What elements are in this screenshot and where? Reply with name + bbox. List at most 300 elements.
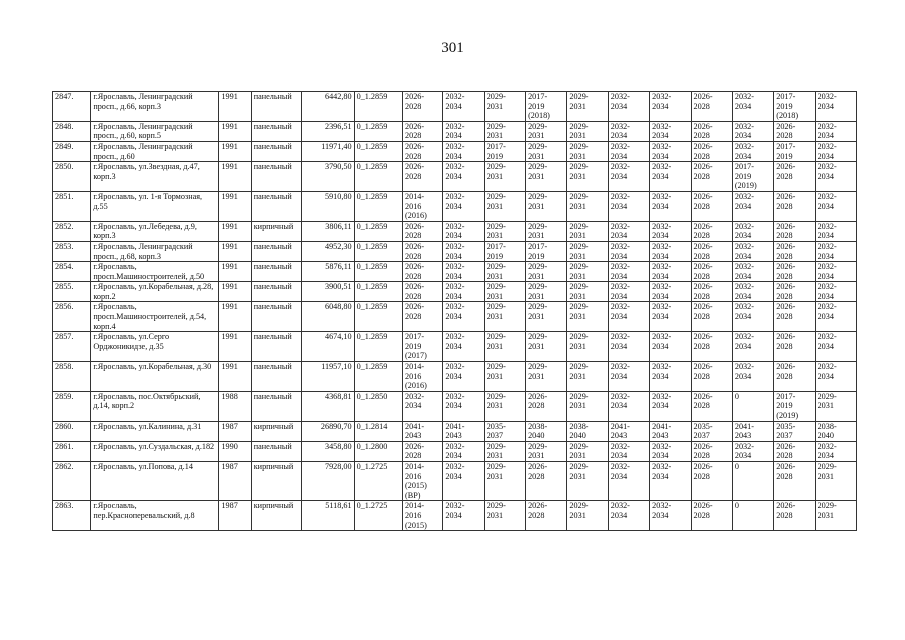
period-cell-text: 2017- 2019	[486, 241, 506, 261]
build-year-cell	[219, 141, 251, 161]
period-cell-text: 2032- 2034	[652, 282, 672, 301]
row-number-text: 2856.	[55, 302, 74, 312]
period-cell	[691, 92, 732, 122]
period-cell	[567, 302, 608, 332]
period-cell	[608, 421, 649, 441]
wall-material-cell-text: кирпичный	[253, 221, 294, 231]
period-cell	[403, 92, 443, 122]
period-cell	[484, 121, 525, 141]
build-year-cell	[219, 501, 251, 531]
period-cell-text: 2029- 2031	[569, 332, 589, 351]
period-cell	[815, 302, 856, 332]
period-cell	[691, 191, 732, 221]
code-cell-text: 0_1.2859	[356, 121, 388, 131]
wall-material-cell	[251, 92, 301, 122]
period-cell	[650, 332, 691, 362]
period-cell	[650, 421, 691, 441]
row-number	[53, 282, 91, 302]
period-cell-text: 2026- 2028	[405, 241, 425, 261]
wall-material-cell-text: панельный	[253, 92, 292, 101]
code-cell-text: 0_1.2859	[356, 262, 388, 272]
wall-material-cell	[251, 282, 301, 302]
period-cell-text: 2029- 2031	[528, 162, 548, 181]
code-cell-text: 0_1.2800	[356, 441, 388, 451]
address-cell	[91, 141, 219, 161]
row-number	[53, 92, 91, 122]
period-cell	[443, 121, 484, 141]
period-cell-text: 2032- 2034	[445, 92, 465, 111]
wall-material-cell-text: панельный	[253, 121, 292, 131]
area-cell-text: 5876,11	[325, 262, 352, 272]
area-cell	[302, 362, 354, 392]
period-cell	[526, 332, 567, 362]
wall-material-cell-text: панельный	[253, 332, 292, 342]
period-cell	[815, 262, 856, 282]
period-cell-text: 0	[734, 391, 739, 401]
period-cell-text: 2014- 2016 (2016)	[405, 191, 427, 221]
period-cell-text: 2014- 2016 (2016)	[405, 362, 427, 391]
code-cell	[354, 332, 402, 362]
wall-material-cell	[251, 191, 301, 221]
build-year-cell	[219, 282, 251, 302]
build-year-cell-text: 1991	[221, 262, 238, 272]
period-cell-text: 2026- 2028	[405, 262, 425, 281]
period-cell	[526, 391, 567, 421]
period-cell	[815, 92, 856, 122]
build-year-cell-text: 1987	[221, 421, 238, 431]
address-cell	[91, 221, 219, 241]
code-cell	[354, 302, 402, 332]
period-cell-text: 2032- 2034	[734, 332, 754, 351]
period-cell	[774, 221, 815, 241]
period-cell	[815, 441, 856, 461]
address-cell	[91, 162, 219, 192]
period-cell	[403, 141, 443, 161]
area-cell	[302, 221, 354, 241]
table-row	[53, 302, 857, 332]
row-number	[53, 221, 91, 241]
period-cell-text: 2026- 2028	[776, 162, 796, 181]
period-cell-text: 2032- 2034	[610, 162, 630, 181]
period-cell	[526, 191, 567, 221]
area-cell-text: 3458,80	[324, 441, 352, 451]
build-year-cell-text: 1991	[221, 191, 238, 201]
period-cell-text: 2032- 2034	[817, 302, 837, 322]
area-cell-text: 5118,61	[325, 501, 352, 511]
build-year-cell-text: 1991	[221, 92, 238, 101]
wall-material-cell	[251, 141, 301, 161]
period-cell-text: 2026- 2028	[528, 461, 548, 481]
period-cell-text: 2026- 2028	[693, 362, 713, 381]
period-cell	[815, 501, 856, 531]
period-cell-text: 2029- 2031	[569, 461, 589, 481]
period-cell-text: 2014- 2016 (2015) (ВР)	[405, 461, 427, 500]
period-cell-text: 2029- 2031	[528, 302, 548, 322]
code-cell-text: 0_1.2725	[356, 461, 388, 471]
period-cell-text: 2029- 2031	[486, 302, 506, 322]
area-cell	[302, 191, 354, 221]
period-cell	[608, 221, 649, 241]
period-cell-text: 2029- 2031	[528, 221, 548, 241]
period-cell	[815, 141, 856, 161]
period-cell-text: 2032- 2034	[445, 191, 465, 211]
period-cell-text: 2032- 2034	[652, 121, 672, 141]
build-year-cell-text: 1991	[221, 121, 238, 131]
period-cell-text: 2026- 2028	[693, 262, 713, 281]
period-cell-text: 2035- 2037	[776, 421, 796, 441]
period-cell	[691, 362, 732, 392]
address-cell-text: г.Ярославль, пос.Октябрьский, д.14, корп.2	[93, 391, 201, 411]
row-number	[53, 262, 91, 282]
period-cell-text: 2029- 2031	[486, 121, 506, 141]
period-cell	[484, 461, 525, 500]
period-cell-text: 2032- 2034	[652, 501, 672, 520]
period-cell-text: 2026- 2028	[776, 262, 796, 281]
address-cell	[91, 191, 219, 221]
period-cell	[691, 241, 732, 261]
period-cell-text: 2029- 2031	[486, 262, 506, 281]
build-year-cell	[219, 221, 251, 241]
period-cell-text: 2029- 2031	[569, 391, 589, 411]
period-cell-text: 2029- 2031	[528, 332, 548, 351]
period-cell-text: 2032- 2034	[610, 282, 630, 301]
period-cell-text: 2032- 2034	[652, 391, 672, 411]
housing-register-table	[52, 91, 857, 531]
address-cell	[91, 391, 219, 421]
row-number	[53, 241, 91, 261]
period-cell-text: 2017- 2019 (2018)	[776, 92, 799, 121]
period-cell-text: 2029- 2031	[528, 362, 548, 381]
period-cell	[567, 141, 608, 161]
period-cell-text: 2029- 2031	[528, 191, 548, 211]
period-cell-text: 2026- 2028	[693, 391, 713, 411]
area-cell	[302, 391, 354, 421]
table-row	[53, 141, 857, 161]
period-cell	[608, 141, 649, 161]
period-cell	[484, 241, 525, 261]
wall-material-cell	[251, 221, 301, 241]
period-cell	[650, 241, 691, 261]
row-number-text: 2848.	[55, 121, 74, 131]
code-cell	[354, 282, 402, 302]
area-cell	[302, 262, 354, 282]
period-cell	[567, 121, 608, 141]
wall-material-cell	[251, 391, 301, 421]
code-cell	[354, 221, 402, 241]
period-cell-text: 2032- 2034	[817, 282, 837, 301]
code-cell	[354, 92, 402, 122]
build-year-cell-text: 1990	[221, 441, 238, 451]
area-cell-text: 4368,81	[324, 391, 352, 401]
period-cell-text: 2032- 2034	[405, 391, 425, 411]
period-cell	[403, 282, 443, 302]
period-cell	[815, 461, 856, 500]
period-cell-text: 2026- 2028	[693, 441, 713, 461]
period-cell-text: 2032- 2034	[610, 332, 630, 351]
period-cell-text: 2026- 2028	[405, 162, 425, 181]
period-cell-text: 2038- 2040	[817, 421, 837, 441]
period-cell	[815, 191, 856, 221]
period-cell	[403, 221, 443, 241]
address-cell-text: г.Ярославль, ул.Серго Орджоникидзе, д.35	[93, 332, 170, 351]
period-cell	[608, 461, 649, 500]
area-cell-text: 4674,10	[324, 332, 352, 342]
wall-material-cell-text: кирпичный	[253, 461, 294, 471]
period-cell-text: 2026- 2028	[693, 141, 713, 161]
wall-material-cell-text: панельный	[253, 262, 292, 272]
build-year-cell-text: 1987	[221, 461, 238, 471]
period-cell	[526, 282, 567, 302]
period-cell-text: 2032- 2034	[652, 92, 672, 111]
period-cell-text: 2026- 2028	[693, 332, 713, 351]
period-cell	[443, 391, 484, 421]
period-cell-text: 2032- 2034	[817, 241, 837, 261]
period-cell	[403, 362, 443, 392]
period-cell	[443, 441, 484, 461]
address-cell	[91, 302, 219, 332]
code-cell	[354, 121, 402, 141]
period-cell-text: 2029- 2031	[528, 441, 548, 461]
code-cell-text: 0_1.2859	[356, 302, 388, 312]
period-cell	[484, 92, 525, 122]
address-cell-text: г.Ярославль, ул.Лебедева, д.9, корп.3	[93, 221, 197, 241]
period-cell	[484, 302, 525, 332]
row-number-text: 2857.	[55, 332, 74, 342]
period-cell	[443, 241, 484, 261]
wall-material-cell	[251, 461, 301, 500]
period-cell-text: 2029- 2031	[569, 441, 589, 461]
period-cell	[484, 441, 525, 461]
area-cell	[302, 241, 354, 261]
period-cell-text: 2032- 2034	[734, 92, 754, 111]
area-cell	[302, 162, 354, 192]
period-cell-text: 2032- 2034	[734, 262, 754, 281]
period-cell	[608, 391, 649, 421]
row-number	[53, 141, 91, 161]
period-cell	[443, 141, 484, 161]
period-cell-text: 2032- 2034	[817, 441, 837, 461]
period-cell	[650, 141, 691, 161]
period-cell	[691, 302, 732, 332]
period-cell-text: 2026- 2028	[405, 302, 425, 322]
period-cell	[567, 282, 608, 302]
period-cell	[403, 391, 443, 421]
address-cell	[91, 121, 219, 141]
build-year-cell	[219, 162, 251, 192]
period-cell-text: 2032- 2034	[734, 221, 754, 241]
row-number-text: 2849.	[55, 141, 74, 151]
address-cell	[91, 241, 219, 261]
address-cell-text: г.Ярославль, просп.Машиностроителей, д.54, корп.4	[93, 302, 207, 331]
period-cell	[608, 302, 649, 332]
area-cell	[302, 421, 354, 441]
period-cell-text: 2029- 2031	[569, 191, 589, 211]
period-cell-text: 2026- 2028	[693, 282, 713, 301]
row-number-text: 2860.	[55, 421, 74, 431]
period-cell-text: 2026- 2028	[776, 461, 796, 481]
period-cell-text: 2029- 2031	[486, 501, 506, 520]
period-cell-text: 2029- 2031	[486, 162, 506, 181]
address-cell	[91, 262, 219, 282]
address-cell-text: г.Ярославль, ул.Калинина, д.31	[93, 421, 202, 431]
period-cell-text: 2026- 2028	[405, 121, 425, 141]
address-cell-text: г.Ярославль, пер.Красноперевальский, д.8	[93, 501, 195, 520]
period-cell	[608, 241, 649, 261]
table-row	[53, 421, 857, 441]
address-cell	[91, 441, 219, 461]
period-cell	[815, 221, 856, 241]
period-cell	[608, 262, 649, 282]
period-cell-text: 2032- 2034	[652, 332, 672, 351]
address-cell-text: г.Ярославль, Ленинградский просп., д.66, корп.3	[93, 92, 193, 111]
build-year-cell	[219, 92, 251, 122]
period-cell	[484, 362, 525, 392]
period-cell	[732, 302, 773, 332]
period-cell	[650, 391, 691, 421]
row-number-text: 2858.	[55, 362, 74, 372]
period-cell-text: 2032- 2034	[652, 221, 672, 241]
code-cell-text: 0_1.2725	[356, 501, 388, 511]
period-cell	[815, 332, 856, 362]
code-cell-text: 0_1.2850	[356, 391, 388, 401]
period-cell-text: 2017- 2019	[528, 241, 548, 261]
period-cell	[732, 162, 773, 192]
code-cell	[354, 441, 402, 461]
period-cell-text: 2032- 2034	[652, 461, 672, 481]
period-cell-text: 2026- 2028	[776, 441, 796, 461]
period-cell-text: 2032- 2034	[817, 332, 837, 351]
row-number-text: 2853.	[55, 241, 74, 251]
period-cell-text: 2029- 2031	[486, 332, 506, 351]
period-cell	[443, 332, 484, 362]
period-cell-text: 2026- 2028	[693, 92, 713, 111]
period-cell	[526, 501, 567, 531]
period-cell-text: 2032- 2034	[610, 391, 630, 411]
period-cell	[774, 362, 815, 392]
table-row	[53, 262, 857, 282]
code-cell-text: 0_1.2859	[356, 241, 388, 251]
row-number	[53, 302, 91, 332]
code-cell-text: 0_1.2859	[356, 191, 388, 201]
period-cell	[567, 92, 608, 122]
row-number	[53, 461, 91, 500]
code-cell-text: 0_1.2859	[356, 332, 388, 342]
build-year-cell-text: 1991	[221, 221, 238, 231]
wall-material-cell	[251, 501, 301, 531]
period-cell-text: 2032- 2034	[445, 302, 465, 322]
period-cell	[608, 162, 649, 192]
code-cell	[354, 141, 402, 161]
period-cell-text: 2032- 2034	[817, 362, 837, 381]
wall-material-cell-text: панельный	[253, 141, 292, 151]
period-cell	[774, 121, 815, 141]
period-cell-text: 2041- 2043	[652, 421, 672, 441]
period-cell-text: 2029- 2031	[486, 282, 506, 301]
wall-material-cell	[251, 441, 301, 461]
period-cell	[732, 241, 773, 261]
period-cell	[443, 302, 484, 332]
code-cell	[354, 391, 402, 421]
period-cell-text: 2032- 2034	[445, 391, 465, 411]
wall-material-cell	[251, 421, 301, 441]
period-cell-text: 2032- 2034	[817, 121, 837, 141]
period-cell	[691, 501, 732, 531]
period-cell	[526, 221, 567, 241]
row-number	[53, 441, 91, 461]
period-cell	[774, 441, 815, 461]
table-row	[53, 241, 857, 261]
table-row	[53, 92, 857, 122]
address-cell-text: г.Ярославль, Ленинградский просп., д.60	[93, 141, 193, 161]
period-cell	[815, 391, 856, 421]
build-year-cell-text: 1988	[221, 391, 238, 401]
period-cell-text: 2032- 2034	[817, 191, 837, 211]
build-year-cell	[219, 191, 251, 221]
period-cell-text: 2026- 2028	[405, 282, 425, 301]
period-cell-text: 2032- 2034	[734, 121, 754, 141]
address-cell	[91, 282, 219, 302]
period-cell-text: 2026- 2028	[528, 391, 548, 411]
period-cell-text: 2032- 2034	[610, 302, 630, 322]
period-cell	[526, 121, 567, 141]
period-cell-text: 2017- 2019	[486, 141, 506, 161]
period-cell	[443, 501, 484, 531]
period-cell-text: 2026- 2028	[693, 501, 713, 520]
period-cell	[650, 262, 691, 282]
wall-material-cell-text: панельный	[253, 302, 292, 312]
row-number-text: 2861.	[55, 441, 74, 451]
row-number	[53, 391, 91, 421]
row-number-text: 2850.	[55, 162, 74, 172]
period-cell-text: 2032- 2034	[445, 441, 465, 461]
period-cell-text: 2026- 2028	[405, 221, 425, 241]
area-cell	[302, 92, 354, 122]
wall-material-cell-text: кирпичный	[253, 501, 294, 511]
code-cell	[354, 162, 402, 192]
period-cell-text: 2032- 2034	[610, 441, 630, 461]
table-row	[53, 441, 857, 461]
period-cell-text: 2026- 2028	[693, 121, 713, 141]
area-cell-text: 4952,30	[324, 241, 352, 251]
period-cell-text: 2026- 2028	[693, 162, 713, 181]
period-cell-text: 2029- 2031	[486, 92, 506, 111]
period-cell	[691, 421, 732, 441]
period-cell	[650, 121, 691, 141]
period-cell	[443, 162, 484, 192]
period-cell-text: 2017- 2019 (2019)	[734, 162, 757, 191]
code-cell	[354, 241, 402, 261]
period-cell	[526, 141, 567, 161]
period-cell-text: 2026- 2028	[776, 241, 796, 261]
period-cell	[443, 221, 484, 241]
address-cell-text: г.Ярославль, ул.Корабельная, д.30	[93, 362, 212, 372]
period-cell	[526, 302, 567, 332]
period-cell-text: 2029- 2031	[569, 302, 589, 322]
period-cell	[732, 121, 773, 141]
period-cell	[443, 262, 484, 282]
period-cell-text: 2029- 2031	[486, 391, 506, 411]
period-cell-text: 2029- 2031	[528, 121, 548, 141]
row-number-text: 2859.	[55, 391, 74, 401]
period-cell	[691, 461, 732, 500]
period-cell	[443, 362, 484, 392]
build-year-cell-text: 1987	[221, 501, 238, 511]
period-cell-text: 2026- 2028	[693, 241, 713, 261]
build-year-cell-text: 1991	[221, 141, 238, 151]
address-cell-text: г.Ярославль, ул.Попова, д.14	[93, 461, 193, 471]
period-cell	[774, 282, 815, 302]
address-cell	[91, 92, 219, 122]
